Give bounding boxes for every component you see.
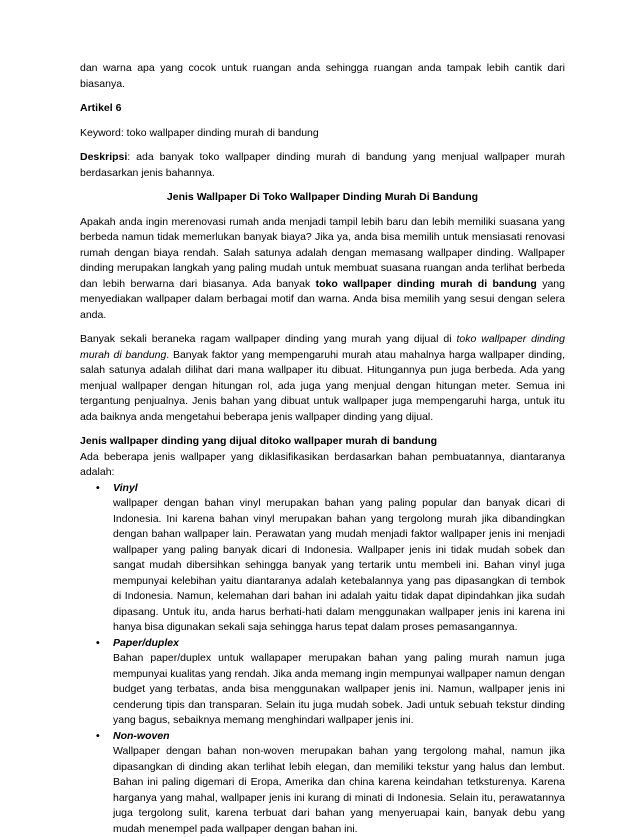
description-label: Deskripsi [80, 151, 127, 163]
type-name: Non-woven [113, 729, 565, 745]
type-name: Vinyl [113, 481, 565, 497]
paragraph-1 [80, 215, 565, 324]
section-intro: Ada beberapa jenis wallpaper yang diklasifikasikan berdasarkan bahan pembuatannya, diantaranya adalah: [80, 450, 565, 481]
list-item [102, 636, 565, 729]
paragraph-2 [80, 332, 565, 425]
paragraph-1-bold-keyword: toko wallpaper dinding murah di bandung [316, 278, 537, 290]
type-description: Bahan paper/duplex untuk wallapaper merupakan bahan yang paling murah namun juga mempunyai kualitas yang rendah. Jika anda memang ingin mempunyai wallpaper namun dengan budget yang terbatas, anda bisa menggunakan wallpaper jenis ini. Namun, wallpaper jenis ini cenderung tipis dan transparan. Selain itu juga mudah sobek. Jadi untuk sebuah tekstur dinding yang bagus, sebaiknya memang menghindari wallpaper jenis ini. [113, 651, 565, 729]
intro-fragment: dan warna apa yang cocok untuk ruangan anda sehingga ruangan anda tampak lebih cantik dari biasanya. [80, 61, 565, 92]
article-title: Jenis Wallpaper Di Toko Wallpaper Dinding Murah Di Bandung [80, 190, 565, 206]
keyword-line: Keyword: toko wallpaper dinding murah di bandung [80, 126, 565, 142]
paragraph-2-italic-keyword: toko wallpaper dinding murah di bandung [80, 333, 565, 361]
type-description: Wallpaper dengan bahan non-woven merupakan bahan yang tergolong mahal, namun jika dipasangkan di dinding akan terlihat lebih elegan, dan memiliki tekstur yang halus dan lembut. Bahan ini paling digemari di Eropa, Amerika dan china karena keindahan tetksturenya. Karena harganya yang mahal, wallpaper jenis ini kurang di minati di Indonesia. Selain itu, perawatannya juga tergolong sulit, karena terbuat dari bahan yang menyeruapai kain, banyak debu yang mudah menempel pada wallpaper dengan bahan ini. [113, 744, 565, 837]
article-heading: Artikel 6 [80, 101, 565, 117]
paragraph-2-text-b: . Banyak faktor yang mempengaruhi murah atau mahalnya harga wallpaper dinding, salah satunya adalah dilihat dari mana wallpaper itu dibuat. Hitungannya pun juga berbeda. Ada yang menjual wallpaper dengan hitungan rol, ada juga yang menjual dengan hitungan meter. Semua ini tergantung penjualnya. Jenis bahan yang dibuat untuk wallpaper juga mempengaruhi harga, untuk itu ada baiknya anda mengetahui beberapa jenis wallpaper dinding yang dijual. [80, 349, 565, 423]
type-description: wallpaper dengan bahan vinyl merupakan bahan yang paling popular dan banyak dicari di Indonesia. Ini karena bahan vinyl merupakan bahan yang tergolong murah jika dibandingkan dengan bahan wallpaper lain. Perawatan yang mudah menjadi faktor wallpaper jenis ini menjadi wallpaper yang paling banyak dicari di Indonesia. Wallpaper jenis ini tidak mudah sobek dan sangat mudah dibersihkan sehingga banyak yang tertarik untu membeli ini. Bahan vinyl juga mempunyai kelebihan yaitu diantaranya adalah ketebalannya yang pas dipasangkan di tembok di Indonesia. Namun, kelemahan dari bahan ini adalah yaitu tidak dapat dipindahkan jika sudah dipasang. Untuk itu, anda harus berhati-hati dalam menggunakan wallpaper jenis ini karena ini hanya bisa digunakan sekali saja sehingga harus tepat dalam proses pemasangannya. [113, 496, 565, 636]
type-name: Paper/duplex [113, 636, 565, 652]
bullet-icon: • [96, 729, 100, 745]
list-item [102, 481, 565, 636]
description-paragraph [80, 150, 565, 181]
list-item [102, 729, 565, 837]
section-heading: Jenis wallpaper dinding yang dijual ditoko wallpaper murah di bandung [80, 434, 565, 450]
bullet-icon: • [96, 481, 100, 497]
description-text: : ada banyak toko wallpaper dinding murah di bandung yang menjual wallpaper murah berdasarkan jenis bahannya. [80, 151, 565, 179]
paragraph-1-text-a: Apakah anda ingin merenovasi rumah anda menjadi tampil lebih baru dan lebih memiliki suasana yang berbeda namun tidak memerlukan banyak biaya? Jika ya, anda bisa memilih untuk mensiasati renovasi rumah dengan biaya rendah. Salah satunya adalah dengan memasang wallpaper dinding. Wallpaper dinding merupakan langkah yang paling mudah untuk membuat suasana ruangan anda terlihat berbeda dan lebih berwarna dari biasanya. Ada banyak [80, 216, 565, 290]
paragraph-2-text-a: Banyak sekali beraneka ragam wallpaper dinding yang murah yang dijual di [80, 333, 456, 345]
wallpaper-type-list [80, 481, 565, 837]
bullet-icon: • [96, 636, 100, 652]
paragraph-1-text-b: yang menyediakan wallpaper dalam berbagai motif dan warna. Anda bisa memilih yang sesui dengan selera anda. [80, 278, 565, 321]
